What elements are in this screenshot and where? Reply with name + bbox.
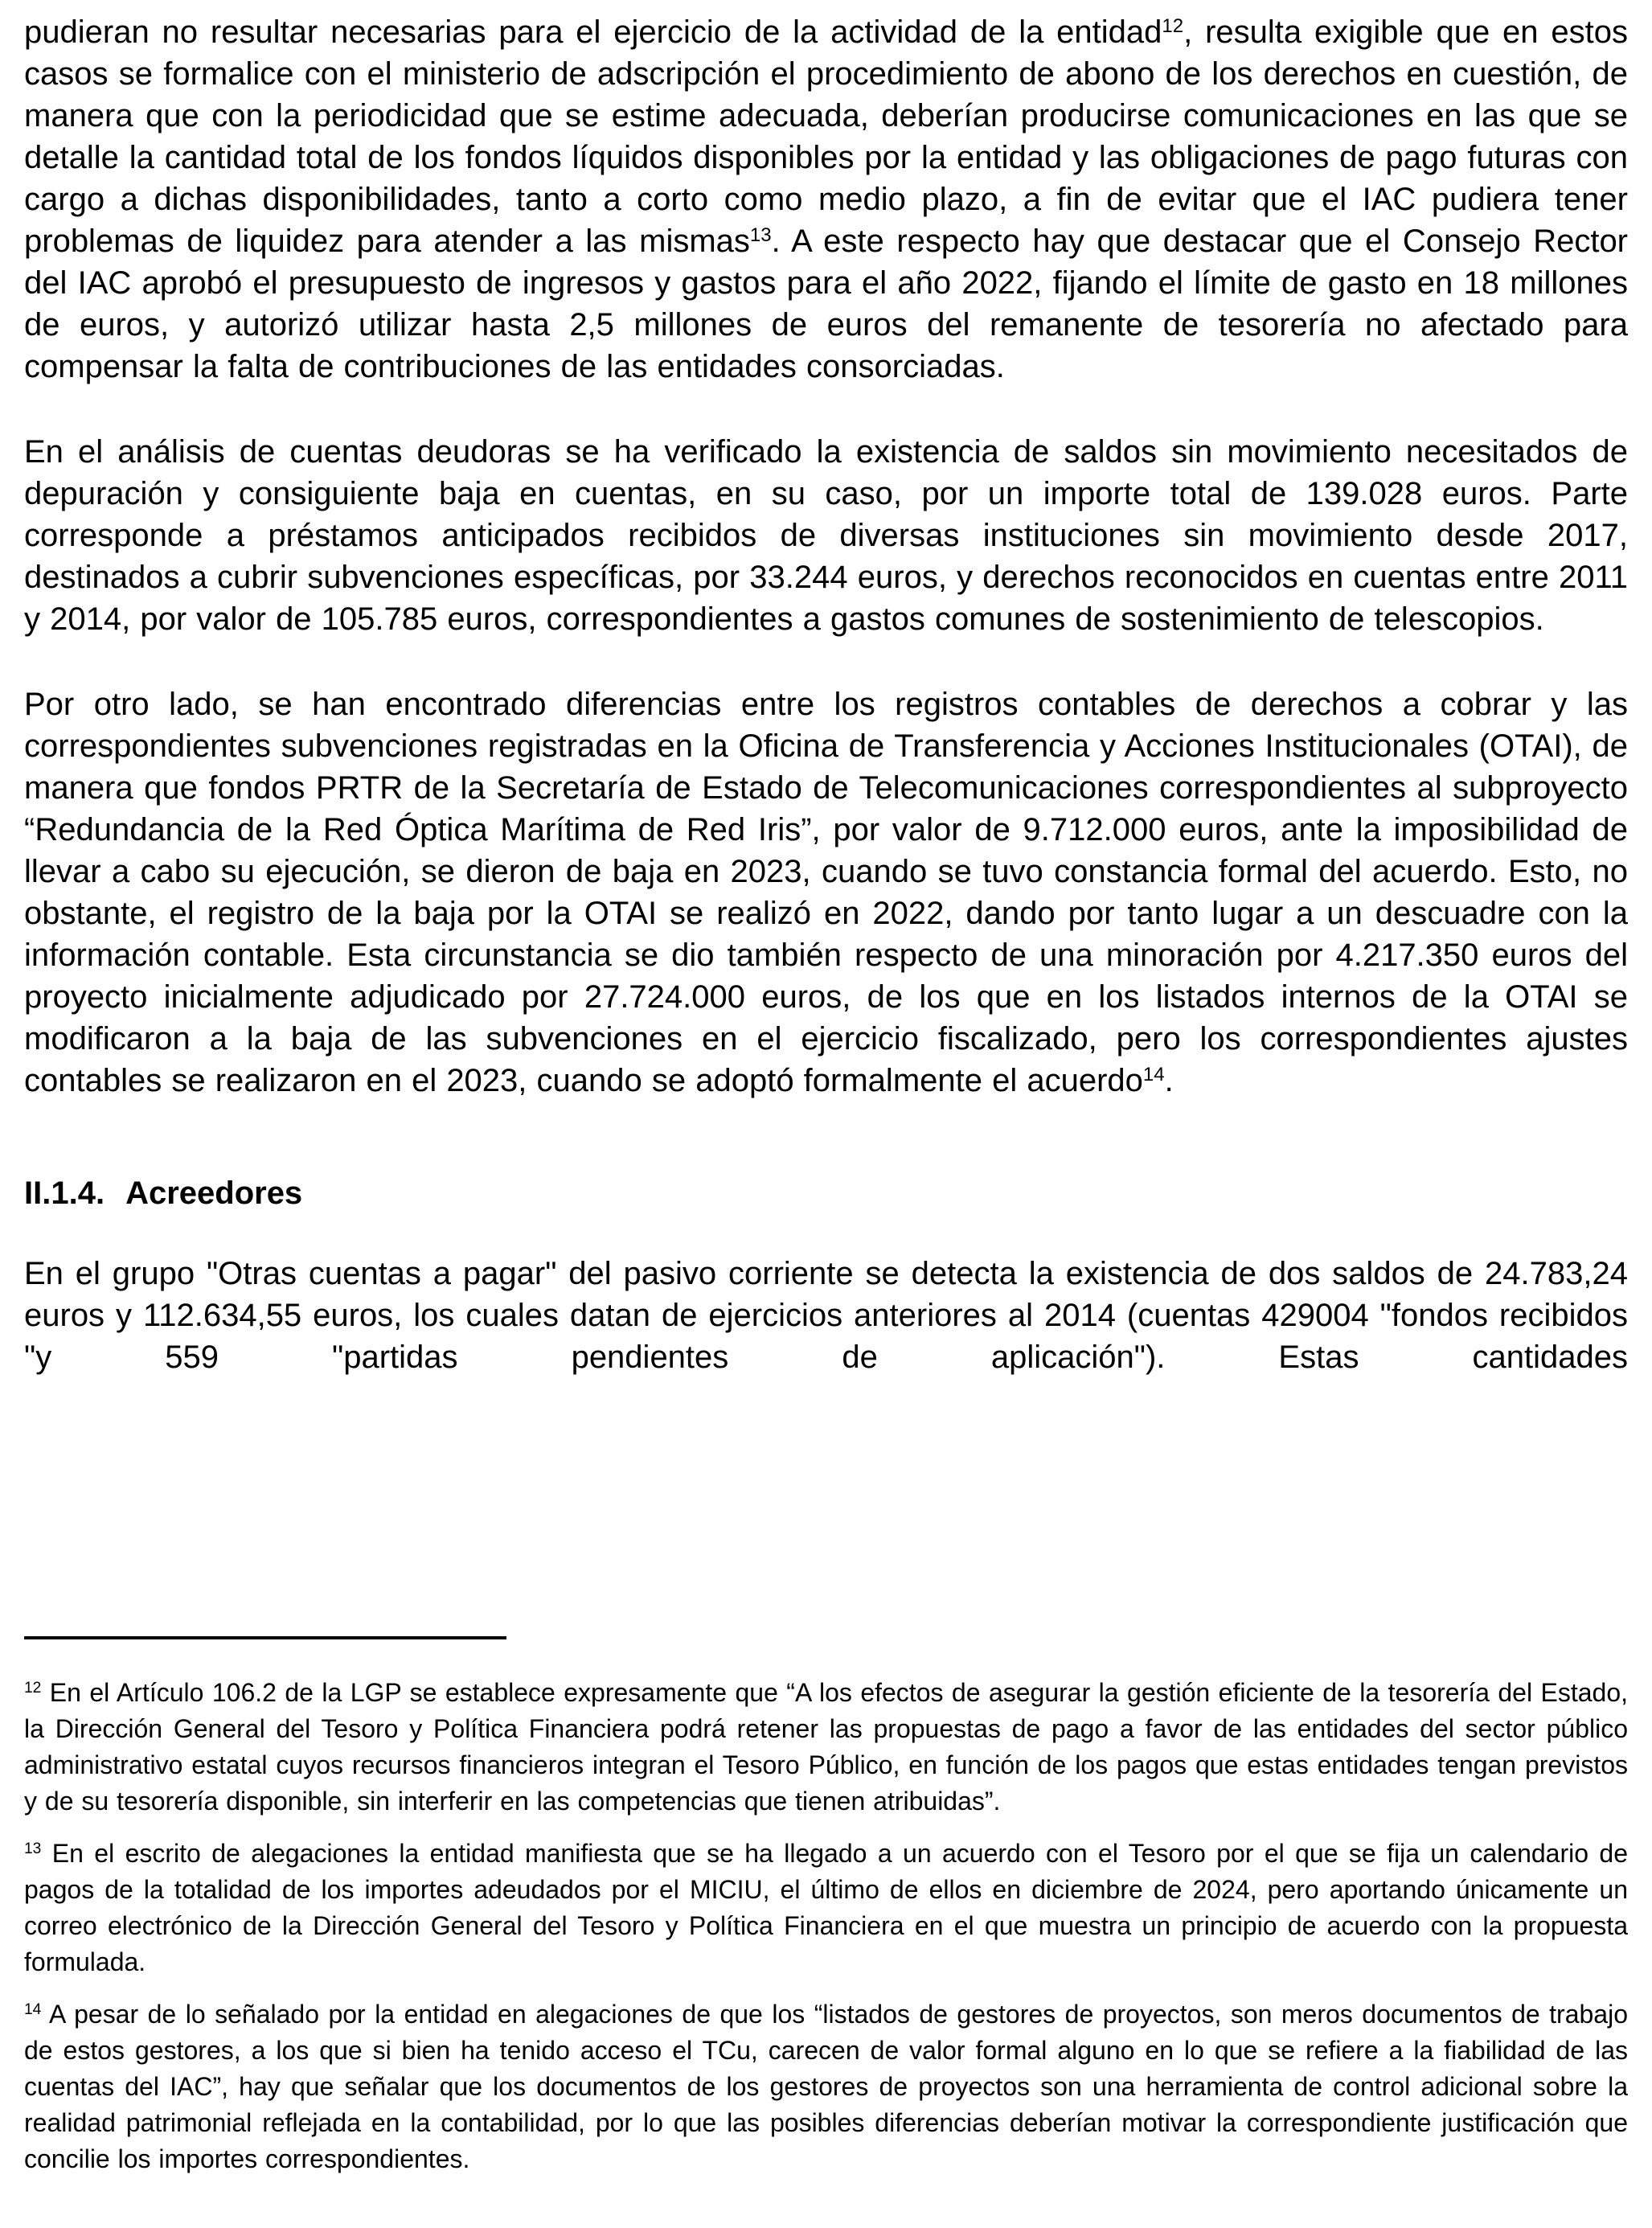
text-run: .: [1164, 1063, 1174, 1098]
footnote-marker: 14: [24, 2001, 42, 2019]
paragraph-otras-cuentas: [24, 1253, 1628, 1378]
paragraph-tesoreria: [24, 11, 1628, 388]
footnote-reference: 14: [1142, 1063, 1165, 1085]
footnote-14: [24, 1996, 1628, 2177]
footnote-marker: 13: [24, 1840, 42, 1858]
footnotes-section: [24, 1636, 1628, 2193]
footnote-13: [24, 1836, 1628, 1980]
text-run: Por otro lado, se han encontrado diferencias entre los registros contables de derechos a cobrar y las correspondientes subvenciones registradas en la Oficina de Transferencia y Acciones Institucionales (OTAI), de manera que fondos PRTR de la Secretaría de Estado de Telecomunicaciones correspondientes al subproyecto “Redundancia de la Red Óptica Marítima de Red Iris”, por valor de 9.712.000 euros, ante la imposibilidad de llevar a cabo su ejecución, se dieron de baja en 2023, cuando se tuvo constancia formal del acuerdo. Esto, no obstante, el registro de la baja por la OTAI se realizó en 2022, dando por tanto lugar a un descuadre con la información contable. Esta circunstancia se dio también respecto de una minoración por 4.217.350 euros del proyecto inicialmente adjudicado por 27.724.000 euros, de los que en los listados internos de la OTAI se modificaron a la baja de las subvenciones en el ejercicio fiscalizado, pero los correspondientes ajustes contables se realizaron en el 2023, cuando se adoptó formalmente el acuerdo: [24, 687, 1628, 1098]
footnote-12: [24, 1675, 1628, 1820]
heading-number: II.1.4.: [24, 1176, 105, 1211]
text-run: En el análisis de cuentas deudoras se ha verificado la existencia de saldos sin movimiento necesitados de depuración y consiguiente baja en cuentas, en su caso, por un importe total de 139.028 euros. Parte corresponde a préstamos anticipados recibidos de diversas instituciones sin movimiento desde 2017, destinados a cubrir subvenciones específicas, por 33.244 euros, y derechos reconocidos en cuentas entre 2011 y 2014, por valor de 105.785 euros, correspondientes a gastos comunes de sostenimiento de telescopios.: [24, 434, 1628, 637]
footnote-marker: 12: [24, 1680, 42, 1697]
footnote-reference: 12: [1162, 14, 1184, 37]
footnote-separator-rule: [24, 1636, 506, 1639]
footnote-text: A pesar de lo señalado por la entidad en alegaciones de que los “listados de gestores de proyectos, son meros documentos de trabajo de estos gestores, a los que si bien ha tenido acceso el TCu, carecen de valor formal alguno en lo que se refiere a la fiabilidad de las cuentas del IAC”, hay que señalar que los documentos de los gestores de proyectos son una herramienta de control adicional sobre la realidad patrimonial reflejada en la contabilidad, por lo que las posibles diferencias deberían motivar la correspondiente justificación que concilie los importes correspondientes.: [24, 2000, 1628, 2173]
text-run: pudieran no resultar necesarias para el ejercicio de la actividad de la entidad: [24, 14, 1162, 50]
paragraph-cuentas-deudoras: [24, 431, 1628, 640]
section-heading-acreedores: [24, 1172, 1628, 1214]
document-body: [24, 11, 1628, 1422]
footnote-reference: 13: [749, 224, 772, 246]
text-run: . A este respecto hay que destacar que el Consejo Rector del IAC aprobó el presupuesto de ingresos y gastos para el año 2022, fijando el límite de gasto en 18 millones de euros, y autorizó utilizar hasta 2,5 millones de euros del remanente de tesorería no afectado para compensar la falta de contribuciones de las entidades consorciadas.: [24, 224, 1629, 384]
text-run: En el grupo "Otras cuentas a pagar" del pasivo corriente se detecta la existencia de dos saldos de 24.783,24 euros y 112.634,55 euros, los cuales datan de ejercicios anteriores al 2014 (cuentas 429004 "fondos recibidos "y 559 "partidas pendientes de aplicación"). Estas cantidades: [24, 1256, 1628, 1375]
footnote-list: [24, 1675, 1628, 2177]
paragraph-diferencias-otai: [24, 683, 1628, 1102]
footnote-text: En el Artículo 106.2 de la LGP se establece expresamente que “A los efectos de asegurar la gestión eficiente de la tesorería del Estado, la Dirección General del Tesoro y Política Financiera podrá retener las propuestas de pago a favor de las entidades del sector público administrativo estatal cuyos recursos financieros integran el Tesoro Público, en función de los pagos que estas entidades tengan previstos y de su tesorería disponible, sin interferir en las competencias que tienen atribuidas”.: [24, 1678, 1628, 1816]
heading-title: Acreedores: [125, 1176, 303, 1211]
text-run: , resulta exigible que en estos casos se formalice con el ministerio de adscripción el procedimiento de abono de los derechos en cuestión, de manera que con la periodicidad que se estime adecuada, deberían producirse comunicaciones en las que se detalle la cantidad total de los fondos líquidos disponibles por la entidad y las obligaciones de pago futuras con cargo a dichas disponibilidades, tanto a corto como medio plazo, a fin de evitar que el IAC pudiera tener problemas de liquidez para atender a las mismas: [24, 14, 1628, 259]
footnote-text: En el escrito de alegaciones la entidad manifiesta que se ha llegado a un acuerdo con el Tesoro por el que se fija un calendario de pagos de la totalidad de los importes adeudados por el MICIU, el último de ellos en diciembre de 2024, pero aportando únicamente un correo electrónico de la Dirección General del Tesoro y Política Financiera en el que muestra un principio de acuerdo con la propuesta formulada.: [24, 1839, 1628, 1976]
